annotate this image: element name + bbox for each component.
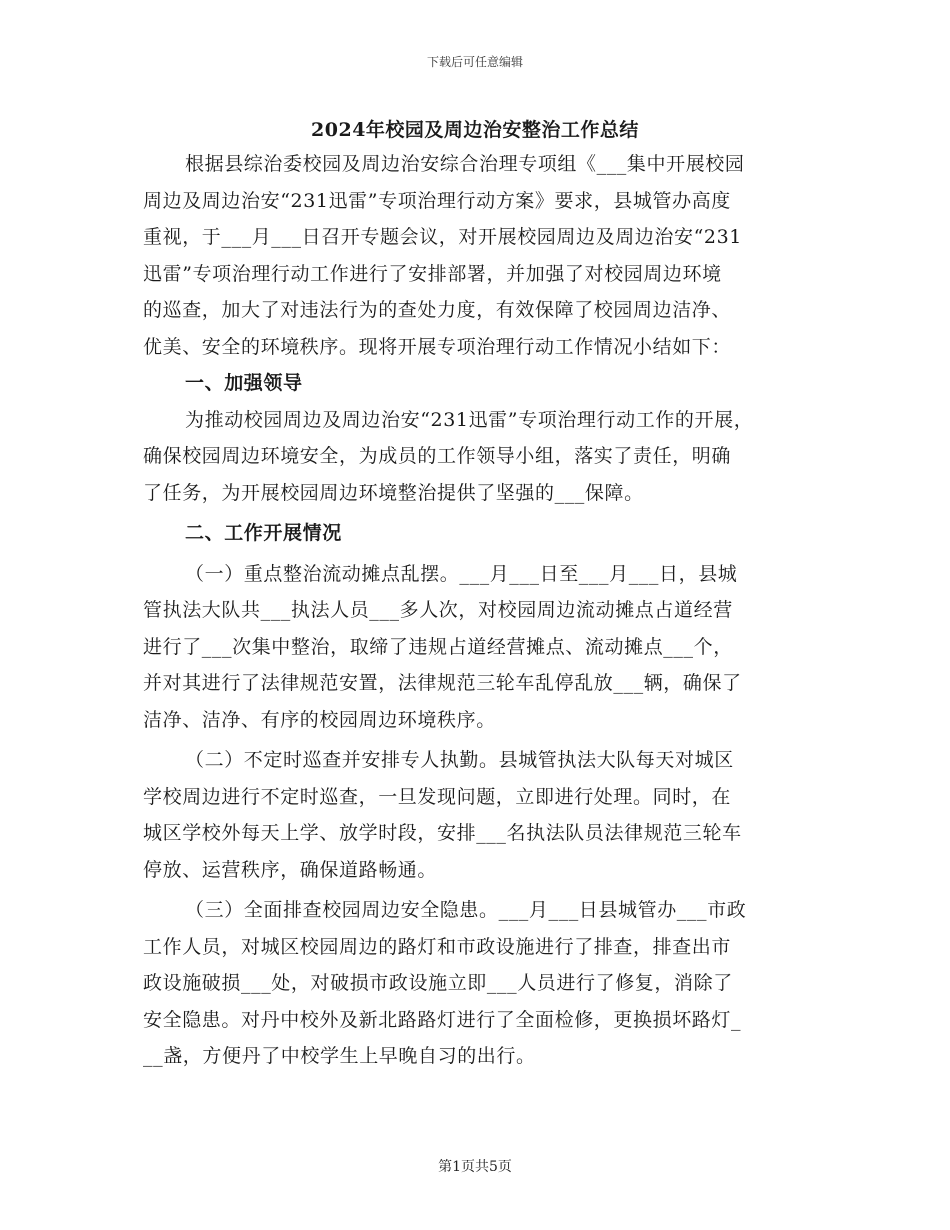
text-line: 为推动校园周边及周边治安“231迅雷”专项治理行动工作的开展， [185,408,754,431]
text-line: 优美、安全的环境秩序。现将开展专项治理行动工作情况小结如下： [143,335,732,358]
text-line: 进行了___次集中整治，取缔了违规占道经营摊点、流动摊点___个， [143,635,733,658]
text-line: 的巡查，加大了对违法行为的查处力度，有效保障了校园周边洁净、 [143,299,732,321]
text-line: （一）重点整治流动摊点乱摆。___月___日至___月___日，县城 [185,562,738,585]
document-title: 2024年校园及周边治安整治工作总结 [311,119,639,141]
text-line: 确保校园周边环境安全，为成员的工作领导小组，落实了责任，明确 [143,445,732,467]
text-line: 洁净、洁净、有序的校园周边环境秩序。 [143,708,496,731]
intro-paragraph [143,146,843,365]
text-line: 了任务，为开展校园周边环境整治提供了坚强的___保障。 [143,481,644,504]
item3-paragraph [143,892,843,1075]
text-line: 城区学校外每天上学、放学时段，安排___名执法队员法律规范三轮车 [143,822,742,844]
item2-paragraph [143,742,843,888]
text-line: （三）全面排查校园周边安全隐患。___月___日县城管办___市政 [185,899,747,921]
section1-paragraph [143,402,843,512]
text-line: 安全隐患。对丹中校外及新北路路灯进行了全面检修，更换损坏路灯_ [143,1008,742,1031]
text-line: 重视，于___月___日召开专题会议，对开展校园周边及周边治安“231 [143,226,742,248]
section-heading-leadership: 一、加强领导 [185,372,303,394]
page-number-footer: 第1页共5页 [438,1159,512,1175]
header-note: 下载后可任意编辑 [426,55,523,69]
text-line: 并对其进行了法律规范安置，法律规范三轮车乱停乱放___辆，确保了 [143,672,742,694]
text-line: 周边及周边治安“231迅雷”专项治理行动方案》要求，县城管办高度 [143,189,731,212]
item1-paragraph [143,556,843,739]
text-line: 根据县综治委校园及周边治安综合治理专项组《___集中开展校园 [185,153,745,175]
text-line: __盏，方便丹了中校学生上早晚自习的出行。 [143,1045,536,1067]
text-line: 迅雷”专项治理行动工作进行了安排部署，并加强了对校园周边环境 [143,262,722,285]
text-line: 管执法大队共___执法人员___多人次，对校园周边流动摊点占道经营 [143,599,733,621]
text-line: 政设施破损___处，对破损市政设施立即___人员进行了修复，消除了 [143,972,733,994]
text-line: 学校周边进行不定时巡查，一旦发现问题，立即进行处理。同时，在 [143,785,732,808]
text-line: 停放、运营秩序，确保道路畅通。 [143,858,438,881]
text-line: 工作人员，对城区校园周边的路灯和市政设施进行了排查，排查出市 [143,935,732,958]
section-heading-work-progress: 二、工作开展情况 [185,522,342,544]
document-body [143,146,843,1075]
text-line: （二）不定时巡查并安排专人执勤。县城管执法大队每天对城区 [185,749,734,771]
